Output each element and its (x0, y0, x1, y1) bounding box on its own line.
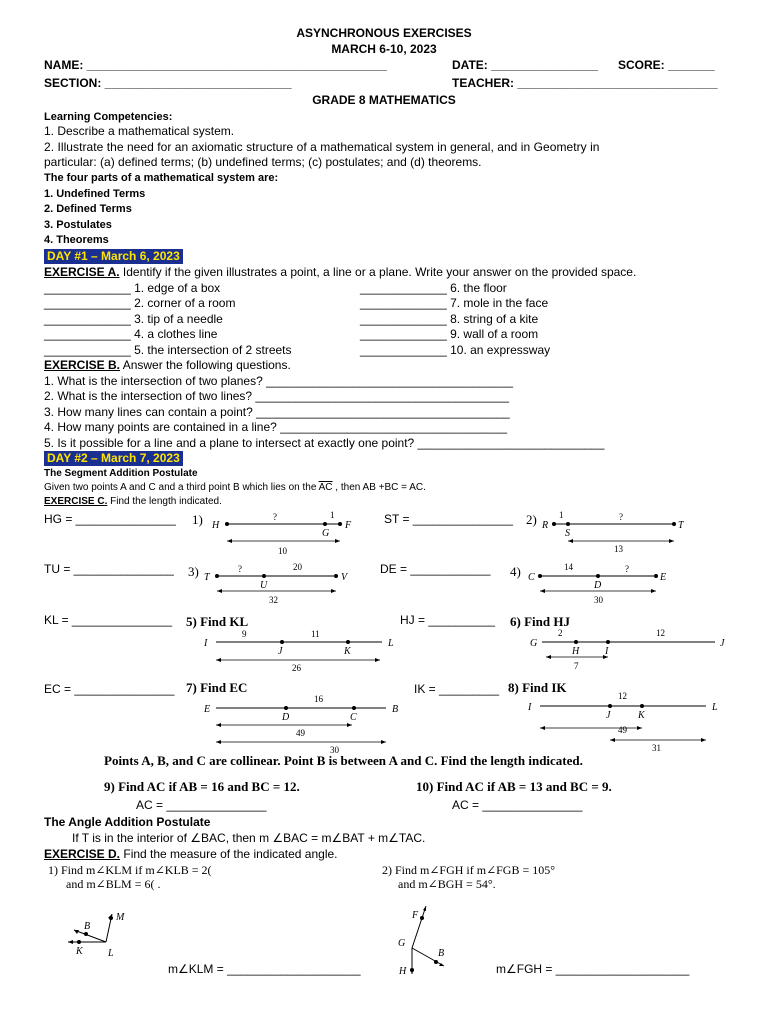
segment-ik-total: 49 (618, 725, 627, 735)
answer-ik[interactable]: IK = _________ (414, 682, 500, 696)
segment-st-total: 13 (614, 544, 623, 554)
segment-gh-length: 2 (558, 628, 563, 638)
point-d (596, 574, 600, 578)
point-i (606, 640, 610, 644)
exercise-b-item-1[interactable]: 1. What is the intersection of two planes? _____________________________________ (44, 374, 514, 388)
point-k-label: K (344, 646, 351, 657)
point-i-label: I (204, 638, 208, 649)
point-g-label: G (398, 938, 406, 949)
competencies-heading: Learning Competencies: (44, 111, 173, 123)
exercise-d-instruction (44, 847, 338, 862)
point-j-label: J (606, 710, 611, 721)
worksheet-title: ASYNCHRONOUS EXERCISES (296, 26, 472, 40)
point-k-label: K (638, 710, 645, 721)
point-f-label: F (412, 910, 419, 921)
point-b-label: B (84, 921, 91, 932)
point-t (672, 522, 676, 526)
exercise-c-instruction (44, 495, 222, 508)
answer-hj[interactable]: HJ = __________ (400, 613, 496, 627)
segment-cd-length: 14 (564, 562, 573, 572)
segment-hg-length: ? (273, 512, 277, 522)
exercise-a-item-6[interactable]: _____________ 6. the floor (360, 281, 507, 295)
point-v (334, 574, 338, 578)
exercise-d-label: EXERCISE D. (44, 847, 121, 861)
point-r-label: R (542, 520, 549, 531)
point-e-label: E (660, 572, 667, 583)
point-d (284, 706, 288, 710)
figure-3-number: 3) (188, 564, 199, 579)
exercise-a-item-8[interactable]: _____________ 8. string of a kite (360, 312, 539, 326)
point-f (338, 522, 342, 526)
exercise-a-item-3[interactable]: _____________ 3. tip of a needle (44, 312, 223, 326)
exercise-d-text: Find the measure of the indicated angle. (120, 847, 338, 861)
point-j (608, 704, 612, 708)
angle-figure-fgh (392, 900, 472, 987)
point-b-label: B (438, 948, 445, 959)
answer-ec[interactable]: EC = _______________ (44, 682, 175, 696)
point-c (352, 706, 356, 710)
part-4: 4. Theorems (44, 234, 109, 246)
score-field[interactable]: SCORE: _______ (618, 58, 715, 72)
point-b (84, 932, 88, 936)
segment-st-length: ? (619, 512, 623, 522)
answer-ac-10[interactable]: AC = _______________ (452, 798, 583, 812)
day2-banner: DAY #2 – March 7, 2023 (44, 451, 183, 466)
figure-8 (508, 678, 738, 761)
figure-7 (186, 678, 416, 761)
exercise-b-instruction (44, 358, 291, 373)
point-e-label: E (204, 704, 211, 715)
point-s (566, 522, 570, 526)
exercise-a-instruction (44, 265, 636, 280)
figure-3 (186, 560, 356, 615)
segment-postulate-text (44, 481, 426, 494)
point-v-label: V (341, 572, 348, 583)
point-l-label: L (108, 948, 114, 959)
point-r (552, 522, 556, 526)
day1-banner: DAY #1 – March 6, 2023 (44, 249, 183, 264)
point-h (225, 522, 229, 526)
segment-ce-length: 30 (594, 595, 603, 605)
figure-1 (190, 508, 360, 563)
point-e (654, 574, 658, 578)
point-f-label: F (345, 520, 352, 531)
segment-uv-length: 20 (293, 562, 302, 572)
exercise-a-item-5[interactable]: _____________ 5. the intersection of 2 streets (44, 343, 292, 357)
figure-4-number: 4) (510, 564, 521, 579)
segment-jk-length: 11 (311, 629, 320, 639)
point-t (215, 574, 219, 578)
point-l-label: L (388, 638, 394, 649)
figure-2-number: 2) (526, 512, 537, 527)
segment-db-length: 30 (330, 745, 339, 755)
worksheet-dates: MARCH 6-10, 2023 (331, 42, 437, 56)
figure-7-title: 7) Find EC (186, 680, 248, 695)
segment-ij-length: 12 (656, 628, 665, 638)
point-j-label: J (278, 646, 283, 657)
segment-jk-length: 12 (618, 691, 627, 701)
section-field[interactable]: SECTION: ____________________________ (44, 76, 292, 90)
angle-problem-1b: and m∠BLM = 6( . (66, 877, 161, 891)
answer-hg[interactable]: HG = _______________ (44, 512, 176, 526)
part-2: 2. Defined Terms (44, 203, 132, 215)
exercise-a-item-7[interactable]: _____________ 7. mole in the face (360, 296, 549, 310)
point-t-label: T (678, 520, 684, 531)
point-c (538, 574, 542, 578)
point-b (434, 960, 438, 964)
point-g (323, 522, 327, 526)
point-j (280, 640, 284, 644)
exercise-c-label: EXERCISE C. (44, 496, 108, 507)
competency-2a: 2. Illustrate the need for an axiomatic structure of a mathematical system in general, and in Geometry in (44, 140, 600, 154)
exercise-b-item-5[interactable]: 5. Is it possible for a line and a plane to intersect at exactly one point? ____________________________ (44, 436, 605, 450)
segment-tu-length: ? (238, 564, 242, 574)
segment-dc-length: 16 (314, 694, 323, 704)
point-g-label: G (322, 528, 330, 539)
angle-figure-klm (50, 900, 140, 967)
segment-gf-length: 1 (330, 510, 335, 520)
angle-postulate-title: The Angle Addition Postulate (44, 815, 211, 829)
figure-6-title: 6) Find HJ (510, 614, 570, 629)
exercise-a-item-9[interactable]: _____________ 9. wall of a room (360, 327, 539, 341)
segment-ec-total: 49 (296, 728, 305, 738)
question-9: 9) Find AC if AB = 16 and BC = 12. (104, 779, 300, 794)
segment-ij-length: 9 (242, 629, 247, 639)
point-k (77, 940, 81, 944)
point-t-label: T (204, 572, 210, 583)
point-j-label: J (720, 638, 725, 649)
exercise-a-item-10[interactable]: _____________ 10. an expressway (360, 343, 551, 357)
point-f (420, 916, 424, 920)
question-10: 10) Find AC if AB = 13 and BC = 9. (416, 779, 612, 794)
date-field[interactable]: DATE: ________________ (452, 58, 598, 72)
point-k (640, 704, 644, 708)
segment-jl-length: 31 (652, 743, 661, 753)
exercise-b-item-3[interactable]: 3. How many lines can contain a point? ______________________________________ (44, 405, 510, 419)
answer-st[interactable]: ST = _______________ (384, 512, 513, 526)
exercise-b-item-4[interactable]: 4. How many points are contained in a line? __________________________________ (44, 420, 508, 434)
answer-tu[interactable]: TU = _______________ (44, 562, 174, 576)
exercise-b-text: Answer the following questions. (120, 358, 291, 372)
answer-klm[interactable]: m∠KLM = ____________________ (168, 962, 361, 976)
exercise-a-text: Identify if the given illustrates a point, a line or a plane. Write your answer on the provided space. (119, 265, 637, 279)
point-l-label: L (712, 702, 718, 713)
exercise-a-item-4[interactable]: _____________ 4. a clothes line (44, 327, 218, 341)
part-1: 1. Undefined Terms (44, 188, 146, 200)
postulate-text-b: , then AB +BC = AC. (332, 482, 426, 493)
exercise-b-label: EXERCISE B. (44, 358, 121, 372)
answer-de[interactable]: DE = ____________ (380, 562, 491, 576)
figure-4 (508, 560, 678, 615)
exercise-a-item-1[interactable]: _____________ 1. edge of a box (44, 281, 221, 295)
angle-postulate-text: If T is in the interior of ∠BAC, then m ∠BAC = m∠BAT + m∠TAC. (72, 831, 426, 845)
exercise-b-item-2[interactable]: 2. What is the intersection of two lines? ______________________________________ (44, 389, 510, 403)
angle-problem-1a: 1) Find m∠KLM if m∠KLB = 2( (48, 863, 212, 877)
angle-problem-2a: 2) Find m∠FGH if m∠FGB = 105° (382, 863, 556, 877)
answer-ac-9[interactable]: AC = _______________ (136, 798, 267, 812)
figure-8-title: 8) Find IK (508, 680, 567, 695)
segment-postulate-title: The Segment Addition Postulate (44, 468, 198, 479)
point-m (109, 916, 113, 920)
segment-hf-length: 10 (278, 546, 287, 556)
figure-5-title: 5) Find KL (186, 614, 249, 629)
point-h-label: H (572, 646, 580, 657)
figure-5 (186, 612, 416, 679)
point-d-label: D (282, 712, 290, 723)
figure-2 (524, 508, 694, 563)
point-h-label: H (399, 966, 407, 977)
point-m-label: M (116, 912, 125, 923)
exercise-a-item-2[interactable]: _____________ 2. corner of a room (44, 296, 236, 310)
part-3: 3. Postulates (44, 219, 112, 231)
segment-rs-length: 1 (559, 510, 564, 520)
teacher-field[interactable]: TEACHER: ______________________________ (452, 76, 718, 90)
point-h (574, 640, 578, 644)
parts-heading: The four parts of a mathematical system are: (44, 172, 279, 184)
point-h (410, 968, 414, 972)
subject-title: GRADE 8 MATHEMATICS (312, 93, 456, 107)
competency-2b: particular: (a) defined terms; (b) undefined terms; (c) postulates; and (d) theorems. (44, 155, 482, 169)
answer-kl[interactable]: KL = _______________ (44, 613, 173, 627)
name-field[interactable]: NAME: _____________________________________________ (44, 58, 387, 72)
point-g-label: G (530, 638, 538, 649)
point-i-label: I (605, 646, 609, 657)
point-b-label: B (392, 704, 399, 715)
point-u-label: U (260, 580, 268, 591)
collinear-note: Points A, B, and C are collinear. Point B is between A and C. Find the length indicated. (104, 753, 583, 768)
segment-tv-length: 32 (269, 595, 278, 605)
segment-gi-length: 7 (574, 661, 579, 671)
exercise-c-text: Find the length indicated. (107, 496, 222, 507)
point-s-label: S (565, 528, 570, 539)
point-c-label: C (528, 572, 535, 583)
point-k-label: K (76, 946, 83, 957)
exercise-a-label: EXERCISE A. (44, 265, 120, 279)
competency-1: 1. Describe a mathematical system. (44, 124, 235, 138)
point-c-label: C (350, 712, 357, 723)
figure-6 (510, 612, 740, 679)
point-d-label: D (594, 580, 602, 591)
angle-problem-2b: and m∠BGH = 54°. (398, 877, 496, 891)
answer-fgh[interactable]: m∠FGH = ____________________ (496, 962, 690, 976)
postulate-text-a: Given two points A and C and a third point B which lies on the (44, 482, 319, 493)
point-u (262, 574, 266, 578)
point-i-label: I (528, 702, 532, 713)
segment-de-length: ? (625, 564, 629, 574)
point-k (346, 640, 350, 644)
segment-il-length: 26 (292, 663, 301, 673)
segment-ac-symbol: $\overline{AC}$ (318, 482, 333, 493)
figure-1-number: 1) (192, 512, 203, 527)
point-h-label: H (212, 520, 220, 531)
